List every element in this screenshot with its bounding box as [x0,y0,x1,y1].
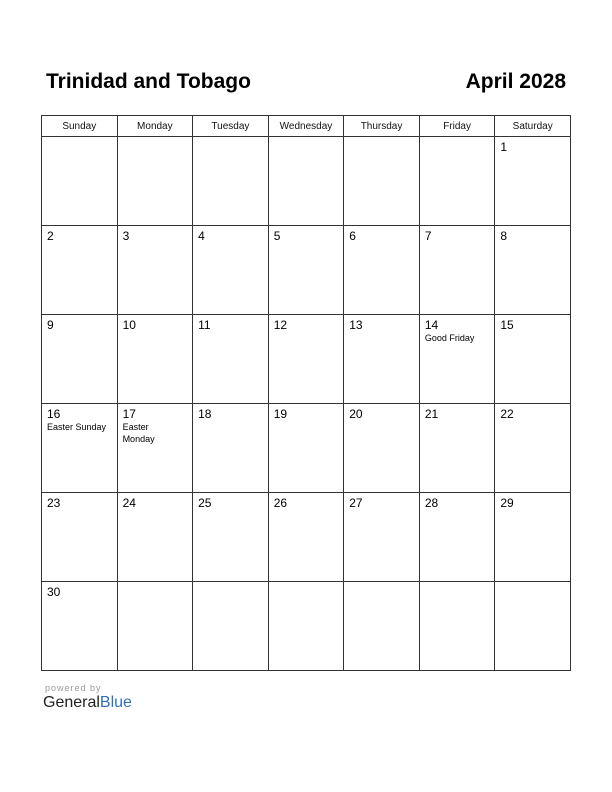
day-cell [268,582,344,671]
day-number [420,582,495,585]
day-cell [344,493,420,582]
day-number [193,137,268,140]
day-number: 3 [122,229,130,243]
day-number: 24 [122,496,136,510]
weekday-tuesday: Tuesday [193,116,269,137]
weekday-saturday: Saturday [495,116,571,137]
day-number: 5 [273,229,281,243]
day-number: 14 [424,318,439,332]
day-cell [117,404,193,493]
day-cell [268,137,344,226]
day-cell [419,493,495,582]
day-number [344,582,419,585]
week-row [42,226,571,315]
day-number: 25 [198,496,212,510]
day-number: 23 [47,496,61,510]
day-number: 17 [122,407,136,421]
day-cell [419,226,495,315]
weekday-monday: Monday [117,116,193,137]
weekday-friday: Friday [419,116,495,137]
day-cell [344,137,420,226]
day-cell [117,226,193,315]
day-number [118,582,193,585]
day-number: 27 [349,496,363,510]
day-cell [419,404,495,493]
day-cell [344,404,420,493]
day-cell [42,137,118,226]
weekday-thursday: Thursday [344,116,420,137]
day-cell [495,404,571,493]
day-cell [117,137,193,226]
day-number: 10 [122,318,136,332]
calendar-header [46,70,566,100]
holiday-label: Easter Monday [122,422,155,444]
logo-text-blue: Blue [99,694,132,711]
weekday-header-row [42,116,571,137]
day-cell [117,582,193,671]
day-cell [193,582,269,671]
day-cell [495,493,571,582]
day-number: 1 [500,140,508,154]
day-cell [495,582,571,671]
week-row [42,404,571,493]
day-cell [193,493,269,582]
week-row [42,582,571,671]
day-cell [268,493,344,582]
week-row [42,137,571,226]
day-number [420,137,495,140]
day-number: 2 [47,229,54,243]
day-cell [42,582,118,671]
week-row [42,315,571,404]
day-number [42,137,117,140]
day-cell [117,315,193,404]
week-row [42,493,571,582]
day-number [495,582,570,585]
day-cell [344,315,420,404]
day-number: 13 [349,318,363,332]
powered-by-label: powered by [45,683,102,693]
day-cell [268,315,344,404]
day-number: 28 [424,496,439,510]
generalblue-logo[interactable] [43,694,132,712]
day-cell [419,137,495,226]
day-number [344,137,419,140]
day-number: 21 [424,407,439,421]
day-number: 16 [47,407,61,421]
holiday-label: Good Friday [424,333,475,343]
day-number: 22 [500,407,514,421]
country-title: Trinidad and Tobago [46,70,251,93]
calendar-grid [41,115,571,671]
day-number: 9 [47,318,54,332]
day-number: 29 [500,496,514,510]
day-cell [42,493,118,582]
day-number: 12 [273,318,288,332]
day-cell [193,226,269,315]
weekday-wednesday: Wednesday [268,116,344,137]
day-cell [344,582,420,671]
day-cell [495,315,571,404]
day-number: 8 [500,229,508,243]
day-cell [419,315,495,404]
day-number: 11 [198,318,211,332]
day-cell [42,315,118,404]
day-cell [42,404,118,493]
day-number: 4 [198,229,205,243]
day-number [193,582,268,585]
day-cell [419,582,495,671]
day-cell [42,226,118,315]
day-number [118,137,193,140]
day-number: 15 [500,318,514,332]
day-cell [117,493,193,582]
holiday-label: Easter Sunday [47,422,107,432]
day-cell [193,404,269,493]
month-title: April 2028 [465,70,566,93]
day-number: 19 [273,407,288,421]
day-number: 20 [349,407,363,421]
day-number: 7 [424,229,432,243]
day-number: 26 [273,496,288,510]
day-number: 18 [198,407,212,421]
footer-branding [43,683,132,712]
day-cell [344,226,420,315]
logo-text-general: General [43,694,100,711]
day-number [269,582,344,585]
day-cell [268,404,344,493]
day-number: 30 [47,585,61,599]
day-cell [193,315,269,404]
day-cell [268,226,344,315]
day-cell [495,226,571,315]
day-cell [495,137,571,226]
weekday-sunday: Sunday [42,116,118,137]
day-number: 6 [349,229,356,243]
day-number [269,137,344,140]
day-cell [193,137,269,226]
